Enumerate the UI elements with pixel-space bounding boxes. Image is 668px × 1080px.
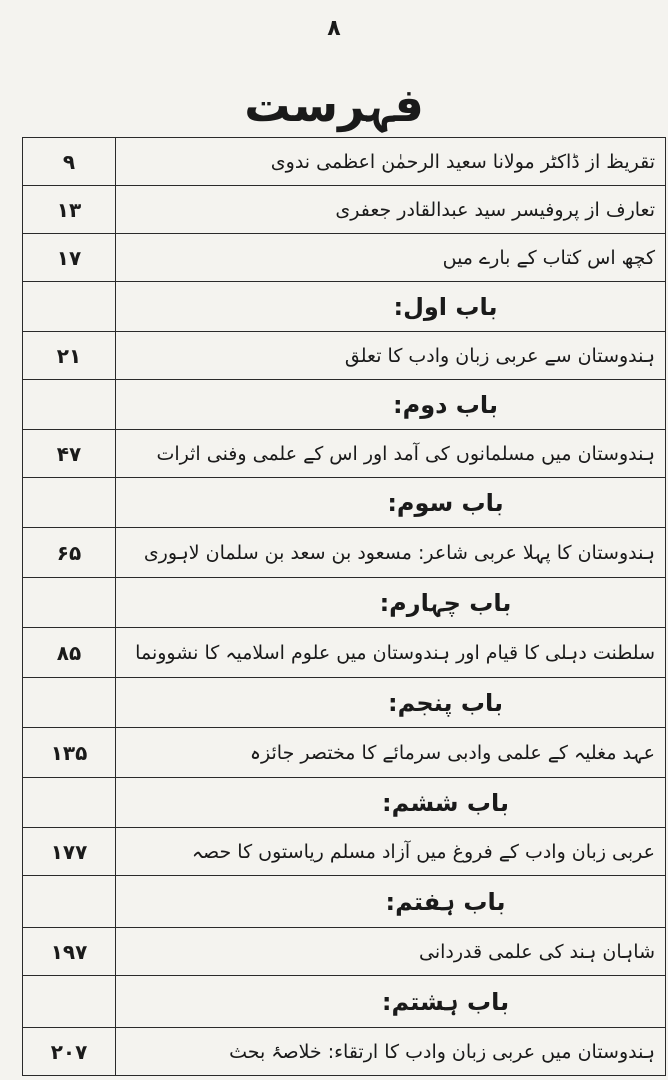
toc-entry-row xyxy=(23,332,666,380)
chapter-heading-row xyxy=(23,478,666,528)
entry-title: ہندوستان میں مسلمانوں کی آمد اور اس کے علمی وفنی اثرات xyxy=(116,430,666,478)
entry-title: سلطنت دہلی کا قیام اور ہندوستان میں علوم اسلامیہ کا نشوونما xyxy=(116,628,666,678)
toc-entry-row xyxy=(23,138,666,186)
chapter-title: باب ہشتم: xyxy=(116,976,666,1028)
entry-title: ہندوستان کا پہلا عربی شاعر: مسعود بن سعد بن سلمان لاہوری xyxy=(116,528,666,578)
page-number-cell xyxy=(23,678,116,728)
chapter-title: باب پنجم: xyxy=(116,678,666,728)
chapter-title: باب ہفتم: xyxy=(116,876,666,928)
page-number-cell xyxy=(23,380,116,430)
chapter-title: باب دوم: xyxy=(116,380,666,430)
chapter-heading-row xyxy=(23,578,666,628)
page-number-cell: ۲۰۷ xyxy=(23,1028,116,1076)
page-number-cell: ۲۱ xyxy=(23,332,116,380)
page-number-cell xyxy=(23,282,116,332)
page-number-cell: ۴۷ xyxy=(23,430,116,478)
table-of-contents xyxy=(22,137,666,1076)
entry-title: ہندوستان میں عربی زبان وادب کا ارتقاء: خلاصۂ بحث xyxy=(116,1028,666,1076)
page-number: ۸ xyxy=(327,16,341,41)
toc-entry-row xyxy=(23,628,666,678)
page-number-cell xyxy=(23,778,116,828)
page-number-cell: ۶۵ xyxy=(23,528,116,578)
chapter-title: باب چہارم: xyxy=(116,578,666,628)
toc-entry-row xyxy=(23,928,666,976)
chapter-heading-row xyxy=(23,380,666,430)
page-number-cell xyxy=(23,876,116,928)
page-number-cell: ۱۹۷ xyxy=(23,928,116,976)
toc-entry-row xyxy=(23,828,666,876)
page-number-cell: ۱۷ xyxy=(23,234,116,282)
page-number-cell: ۱۳ xyxy=(23,186,116,234)
chapter-heading-row xyxy=(23,976,666,1028)
toc-entry-row xyxy=(23,430,666,478)
entry-title: تعارف از پروفیسر سید عبدالقادر جعفری xyxy=(116,186,666,234)
entry-title: عربی زبان وادب کے فروغ میں آزاد مسلم ریاستوں کا حصہ xyxy=(116,828,666,876)
toc-entry-row xyxy=(23,186,666,234)
chapter-heading-row xyxy=(23,876,666,928)
page-number-cell: ۱۳۵ xyxy=(23,728,116,778)
page-title: فہرست xyxy=(244,78,424,132)
chapter-title: باب اول: xyxy=(116,282,666,332)
page-number-cell: ۹ xyxy=(23,138,116,186)
toc-entry-row xyxy=(23,528,666,578)
page-number-cell xyxy=(23,578,116,628)
entry-title: تقریظ از ڈاکٹر مولانا سعید الرحمٰن اعظمی ندوی xyxy=(116,138,666,186)
chapter-heading-row xyxy=(23,778,666,828)
chapter-title: باب ششم: xyxy=(116,778,666,828)
entry-title: ہندوستان سے عربی زبان وادب کا تعلق xyxy=(116,332,666,380)
chapter-title: باب سوم: xyxy=(116,478,666,528)
page-number-cell: ۸۵ xyxy=(23,628,116,678)
page-number-cell xyxy=(23,478,116,528)
page-number-cell: ۱۷۷ xyxy=(23,828,116,876)
entry-title: شاہان ہند کی علمی قدردانی xyxy=(116,928,666,976)
chapter-heading-row xyxy=(23,282,666,332)
toc-entry-row xyxy=(23,728,666,778)
toc-entry-row xyxy=(23,1028,666,1076)
entry-title: کچھ اس کتاب کے بارے میں xyxy=(116,234,666,282)
page-number-cell xyxy=(23,976,116,1028)
chapter-heading-row xyxy=(23,678,666,728)
toc-entry-row xyxy=(23,234,666,282)
entry-title: عہد مغلیہ کے علمی وادبی سرمائے کا مختصر جائزہ xyxy=(116,728,666,778)
